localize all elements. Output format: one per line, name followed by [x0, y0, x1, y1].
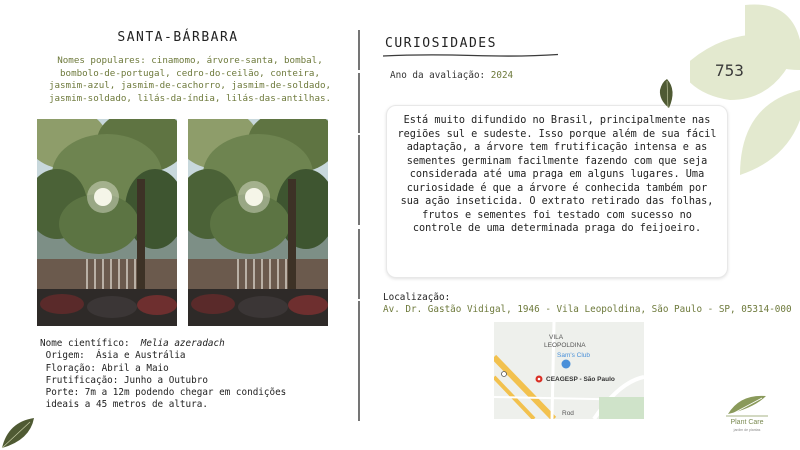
- vertical-divider: [356, 30, 362, 425]
- map-label-ceagesp: CEAGESP - São Paulo: [546, 376, 615, 383]
- map-label-vila: VILA: [549, 334, 564, 341]
- evaluation-year-label: Ano da avaliação:: [390, 70, 491, 81]
- map-label-sams: Sam's Club: [557, 352, 591, 359]
- evaluation-year-value: 2024: [490, 70, 514, 81]
- map-label-road: Rod: [562, 410, 574, 417]
- plant-info: [40, 338, 286, 412]
- leaf-decoration-icon: [690, 0, 800, 185]
- record-number-badge: 753: [715, 61, 744, 80]
- curiosity-text: Está muito difundido no Brasil, principalmente nas regiões sul e sudeste. Isso porque além de sua fácil adaptação, a árvore tem frutificação intensa e as sementes germinam facilmente fazendo com que seja considerada até uma praga em alguns lugares. Uma curiosidade é que a árvore é conhecida também por sua ação inseticida. O extrato retirado das folhas, frutos e sementes foi testado com sucesso no controle de uma determinada praga do feijoeiro.: [397, 115, 717, 234]
- plant-name-title: SANTA-BÁRBARA: [117, 30, 239, 45]
- size-line-1: Porte: 7m a 12m podendo chegar em condições: [40, 387, 287, 399]
- map-label-leopoldina: LEOPOLDINA: [544, 342, 586, 349]
- tree-photo-right: [188, 119, 328, 326]
- scientific-name-line: [40, 338, 286, 350]
- logo-tagline: jardim de plantas: [733, 428, 761, 432]
- scientific-name: Melia azeradach: [140, 338, 225, 349]
- evaluation-year: [390, 70, 513, 81]
- popular-names-line: jasmim-azul, jasmim-de-cachorro, jasmim-de-soldado,: [48, 80, 332, 91]
- popular-names-line: jasmim-soldado, lilás-da-índia, lilás-das-antilhas.: [48, 92, 332, 104]
- origin: Origem: Ásia e Austrália: [40, 350, 186, 362]
- section-underline: [383, 53, 558, 58]
- curiosity-card: [386, 105, 728, 278]
- logo-leaves-icon: [722, 392, 772, 418]
- corner-leaf-icon: [0, 414, 36, 450]
- location-address[interactable]: Av. Dr. Gastão Vidigal, 1946 - Vila Leopoldina, São Paulo - SP, 05314-000: [383, 304, 792, 315]
- section-title: CURIOSIDADES: [385, 36, 497, 51]
- size-line-2: ideais a 45 metros de altura.: [40, 399, 208, 411]
- logo-name: Plant Care: [730, 419, 764, 426]
- flowering: Floração: Abril a Maio: [40, 362, 169, 374]
- scientific-name-label: Nome científico:: [40, 338, 141, 349]
- small-leaf-icon: [657, 78, 677, 110]
- location-map[interactable]: [494, 322, 644, 419]
- location-label: Localização:: [383, 292, 451, 303]
- popular-names-line: Nomes populares: cinamomo, árvore-santa, bombal,: [57, 55, 323, 66]
- tree-photo-left: [37, 119, 177, 326]
- popular-names-line: bombolo-de-portugal, cedro-do-ceilão, conteira,: [60, 67, 320, 79]
- fruiting: Frutificação: Junho a Outubro: [40, 374, 208, 386]
- popular-names: [40, 55, 340, 105]
- plant-care-logo: [722, 392, 772, 437]
